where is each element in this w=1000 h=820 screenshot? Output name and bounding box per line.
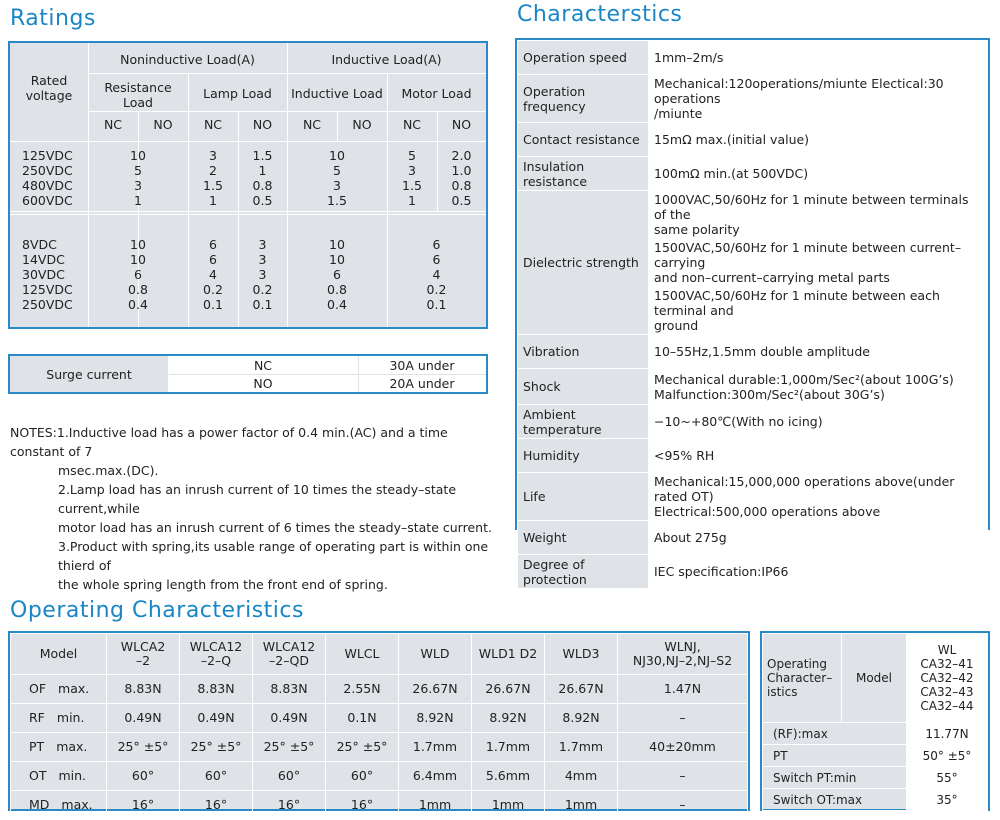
table-row [11,791,748,820]
value-cell: 16° [253,791,326,820]
value-cell: 8.92N [399,704,472,733]
note-2-cont: motor load has an inrush current of 6 times the steady–state current. [58,520,492,535]
value-cell: – [618,791,748,820]
value-cell: 40±20mm [618,733,748,762]
inductive-load-header: Inductive Load [291,86,383,101]
char-key: Operation frequency [518,75,649,123]
row-label: OF max. [11,675,107,704]
char-key: Ambient temperature [518,405,649,439]
model-header: Model [11,634,107,675]
no-label: NO [252,117,273,132]
value-cell: 1.7mm [472,733,545,762]
table-row [763,723,988,745]
resistance-load-header: Resistance Load [104,80,172,110]
lamp-load-header: Lamp Load [203,86,272,101]
row-label: (RF):max [763,723,907,745]
row-label: Switch PT:min [763,767,907,789]
nc-label: NC [302,117,322,132]
voltage-column: 125VDC 250VDC 480VDC 600VDC [22,148,73,208]
table-row [11,733,748,762]
value-cell: 50° ±5° [907,745,988,767]
table-row [763,789,988,811]
lamp-nc-column: 3 2 1.5 1 [203,148,223,208]
table-row [11,704,748,733]
ratings-table [8,41,488,329]
resistance-column: 10 5 3 1 [130,148,146,208]
value-cell: 6.4mm [399,762,472,791]
char-value: 1000VAC,50/60Hz for 1 minute between terminals of the same polarity [649,191,988,239]
value-cell: 60° [326,762,399,791]
value-cell: 25° ±5° [180,733,253,762]
operating-heading: Operating Characteristics [10,598,304,623]
char-value: <95% RH [649,439,988,473]
characteristics-table [517,40,988,589]
no-label: NO [352,117,372,132]
value-cell: 26.67N [472,675,545,704]
value-cell: 0.49N [107,704,180,733]
row-label: PT max. [11,733,107,762]
char-value: About 275g [649,521,988,555]
char-key: Vibration [518,335,649,369]
motor-no-column: 2.0 1.0 0.8 0.5 [451,148,472,208]
char-key: Shock [518,369,649,405]
value-cell: 25° ±5° [326,733,399,762]
char-value: 1mm–2m/s [649,41,988,75]
model-cell: WLD [399,634,472,675]
motor-nc-column: 5 3 1.5 1 [402,148,422,208]
char-key: Dielectric strength [518,191,649,335]
lamp-no-column: 3 3 3 0.2 0.1 [252,237,273,312]
model-cell: WLCA12 –2–Q [180,634,253,675]
char-value: −10~+80℃(With no icing) [649,405,988,439]
model-cell: WLCA12 –2–QD [253,634,326,675]
note-1-cont: msec.max.(DC). [58,463,159,478]
char-key: Operation speed [518,41,649,75]
model-cell: WLD3 [545,634,618,675]
table-row [11,675,748,704]
model-list: WL CA32–41 CA32–42 CA32–43 CA32–44 [907,634,988,723]
inductive-column: 10 10 6 0.8 0.4 [327,237,347,312]
value-cell: – [618,762,748,791]
row-label: OT min. [11,762,107,791]
inductive-column: 10 5 3 1.5 [327,148,347,208]
value-cell: 8.92N [472,704,545,733]
note-3: 3.Product with spring,its usable range of operating part is within one thierd of [58,539,489,573]
note-2: 2.Lamp load has an inrush current of 10 times the steady–state current,while [58,482,457,516]
value-cell: 60° [107,762,180,791]
model-cell: WLNJ, NJ30,NJ–2,NJ–S2 [618,634,748,675]
char-value: 1500VAC,50/60Hz for 1 minute between each terminal and ground [649,287,988,335]
value-cell: 1.47N [618,675,748,704]
model-header: Model [842,634,907,723]
value-cell: 0.1N [326,704,399,733]
row-label: PT [763,745,907,767]
value-cell: 25° ±5° [253,733,326,762]
motor-column: 6 6 4 0.2 0.1 [426,237,447,312]
value-cell: 8.83N [180,675,253,704]
char-value: IEC specification:IP66 [649,555,988,589]
char-value: 15mΩ max.(initial value) [649,123,988,157]
char-key: Life [518,473,649,521]
surge-current-label: Surge current [46,367,132,382]
value-cell: 16° [107,791,180,820]
no-label: NO [451,117,472,132]
char-value: 100mΩ min.(at 500VDC) [649,157,988,191]
value-cell: 8.83N [107,675,180,704]
lamp-no-column: 1.5 1 0.8 0.5 [252,148,273,208]
table-row [763,767,988,789]
value-cell: 0.49N [180,704,253,733]
inductive-header: Inductive Load(A) [331,52,442,67]
nc-label: NC [103,117,123,132]
char-value: Mechanical:15,000,000 operations above(under rated OT) Electrical:500,000 operations above [649,473,988,521]
value-cell: 1.7mm [399,733,472,762]
operating-characteristics-label: Operating Character– istics [763,634,842,723]
rated-voltage-header: Rated voltage [25,73,73,103]
no-label: NO [153,117,173,132]
value-cell: 16° [326,791,399,820]
lamp-nc-column: 6 6 4 0.2 0.1 [203,237,223,312]
char-value: Mechanical:120operations/miunte Electical:30 operations /miunte [649,75,988,123]
resistance-column: 10 10 6 0.8 0.4 [128,237,148,312]
ratings-heading: Ratings [10,6,96,31]
char-key: Degree of protection [518,555,649,589]
operating-table [10,633,748,820]
char-value: Mechanical durable:1,000m/Sec²(about 100G’s) Malfunction:300m/Sec²(about 30G’s) [649,369,988,405]
value-cell: 0.49N [253,704,326,733]
row-label: Switch OT:max [763,789,907,811]
nc-label: NC [203,117,223,132]
value-cell: 60° [253,762,326,791]
char-value: 1500VAC,50/60Hz for 1 minute between current–carrying and non–current–carrying metal parts [649,239,988,287]
value-cell: 1.7mm [545,733,618,762]
char-key: Weight [518,521,649,555]
value-cell: 1mm [399,791,472,820]
note-3-cont: the whole spring length from the front end of spring. [58,577,388,592]
model-cell: WLCL [326,634,399,675]
motor-load-header: Motor Load [401,86,472,101]
noninductive-header: Noninductive Load(A) [120,52,255,67]
value-cell: – [618,704,748,733]
char-key: Contact resistance [518,123,649,157]
value-cell: 26.67N [545,675,618,704]
nc-label: NC [402,117,422,132]
value-cell: 25° ±5° [107,733,180,762]
note-1: NOTES:1.Inductive load has a power factor of 0.4 min.(AC) and a time constant of 7 [10,425,448,459]
value-cell: 8.83N [253,675,326,704]
value-cell: 5.6mm [472,762,545,791]
value-cell: 1mm [545,791,618,820]
characteristics-heading: Characterstics [517,2,683,27]
surge-current-table [8,354,488,394]
char-key: Insulation resistance [518,157,649,191]
notes [10,423,500,594]
voltage-column: 8VDC 14VDC 30VDC 125VDC 250VDC [22,237,73,312]
value-cell: 26.67N [399,675,472,704]
side-table [762,633,988,811]
value-cell: 8.92N [545,704,618,733]
char-key: Humidity [518,439,649,473]
value-cell: 11.77N [907,723,988,745]
model-cell: WLCA2 –2 [107,634,180,675]
surge-nc-label: NC [253,358,273,373]
model-cell: WLD1 D2 [472,634,545,675]
value-cell: 2.55N [326,675,399,704]
value-cell: 60° [180,762,253,791]
table-row [763,745,988,767]
surge-no-label: NO [253,376,273,391]
char-value: 10–55Hz,1.5mm double amplitude [649,335,988,369]
surge-nc-value: 30A under [389,358,455,373]
row-label: RF min. [11,704,107,733]
row-label: MD max. [11,791,107,820]
value-cell: 1mm [472,791,545,820]
surge-no-value: 20A under [389,376,455,391]
value-cell: 55° [907,767,988,789]
table-row [11,762,748,791]
value-cell: 4mm [545,762,618,791]
value-cell: 35° [907,789,988,811]
value-cell: 16° [180,791,253,820]
